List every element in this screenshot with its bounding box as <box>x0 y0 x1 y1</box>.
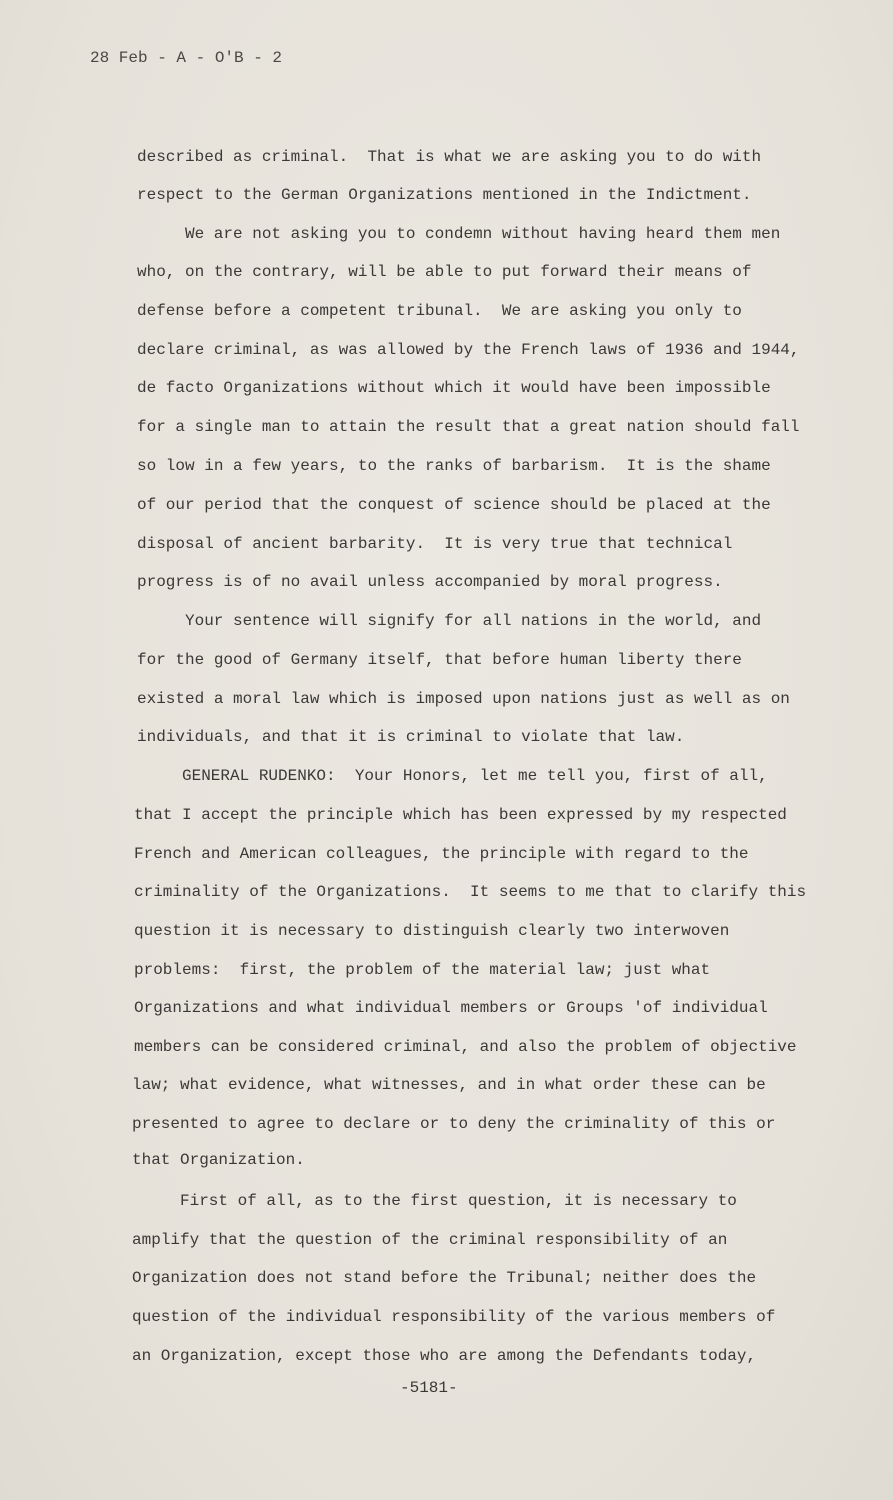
text-line: progress is of no avail unless accompanied by moral progress. <box>137 573 723 591</box>
text-line: for the good of Germany itself, that before human liberty there <box>137 651 742 669</box>
text-line: Organizations and what individual members or Groups 'of individual <box>134 999 768 1017</box>
text-line: criminality of the Organizations. It seems to me that to clarify this <box>134 883 807 901</box>
text-line: Your sentence will signify for all nations in the world, and <box>185 612 762 630</box>
text-line: that I accept the principle which has been expressed by my respected <box>134 806 787 824</box>
text-line: amplify that the question of the criminal responsibility of an <box>132 1231 728 1249</box>
text-line: problems: first, the problem of the material law; just what <box>134 961 711 979</box>
text-line: so low in a few years, to the ranks of barbarism. It is the shame <box>137 457 771 475</box>
text-line: question of the individual responsibility of the various members of <box>132 1308 776 1326</box>
text-line: First of all, as to the first question, it is necessary to <box>180 1192 737 1210</box>
text-line: law; what evidence, what witnesses, and in what order these can be <box>132 1076 766 1094</box>
text-line: that Organization. <box>132 1151 305 1169</box>
text-line: for a single man to attain the result that a great nation should fall <box>137 418 800 436</box>
text-line: question it is necessary to distinguish clearly two interwoven <box>134 922 730 940</box>
text-line: French and American colleagues, the principle with regard to the <box>134 845 749 863</box>
text-line: presented to agree to declare or to deny the criminality of this or <box>132 1115 776 1133</box>
text-line: disposal of ancient barbarity. It is very true that technical <box>137 535 733 553</box>
text-line: defense before a competent tribunal. We are asking you only to <box>137 302 742 320</box>
document-header: 28 Feb - A - O'B - 2 <box>90 49 283 67</box>
text-line: an Organization, except those who are among the Defendants today, <box>132 1347 757 1365</box>
text-line: of our period that the conquest of science should be placed at the <box>137 496 771 514</box>
text-line: members can be considered criminal, and also the problem of objective <box>134 1038 797 1056</box>
text-line: respect to the German Organizations mentioned in the Indictment. <box>137 186 752 204</box>
text-line: existed a moral law which is imposed upon nations just as well as on <box>137 690 790 708</box>
text-line: declare criminal, as was allowed by the French laws of 1936 and 1944, <box>137 341 800 359</box>
text-line: GENERAL RUDENKO: Your Honors, let me tell you, first of all, <box>182 767 768 785</box>
text-line: We are not asking you to condemn without having heard them men <box>185 225 781 243</box>
text-line: described as criminal. That is what we are asking you to do with <box>137 148 762 166</box>
page-number: -5181- <box>400 1379 458 1397</box>
text-line: de facto Organizations without which it would have been impossible <box>137 379 771 397</box>
text-line: Organization does not stand before the Tribunal; neither does the <box>132 1269 757 1287</box>
text-line: individuals, and that it is criminal to violate that law. <box>137 728 685 746</box>
text-line: who, on the contrary, will be able to put forward their means of <box>137 263 752 281</box>
